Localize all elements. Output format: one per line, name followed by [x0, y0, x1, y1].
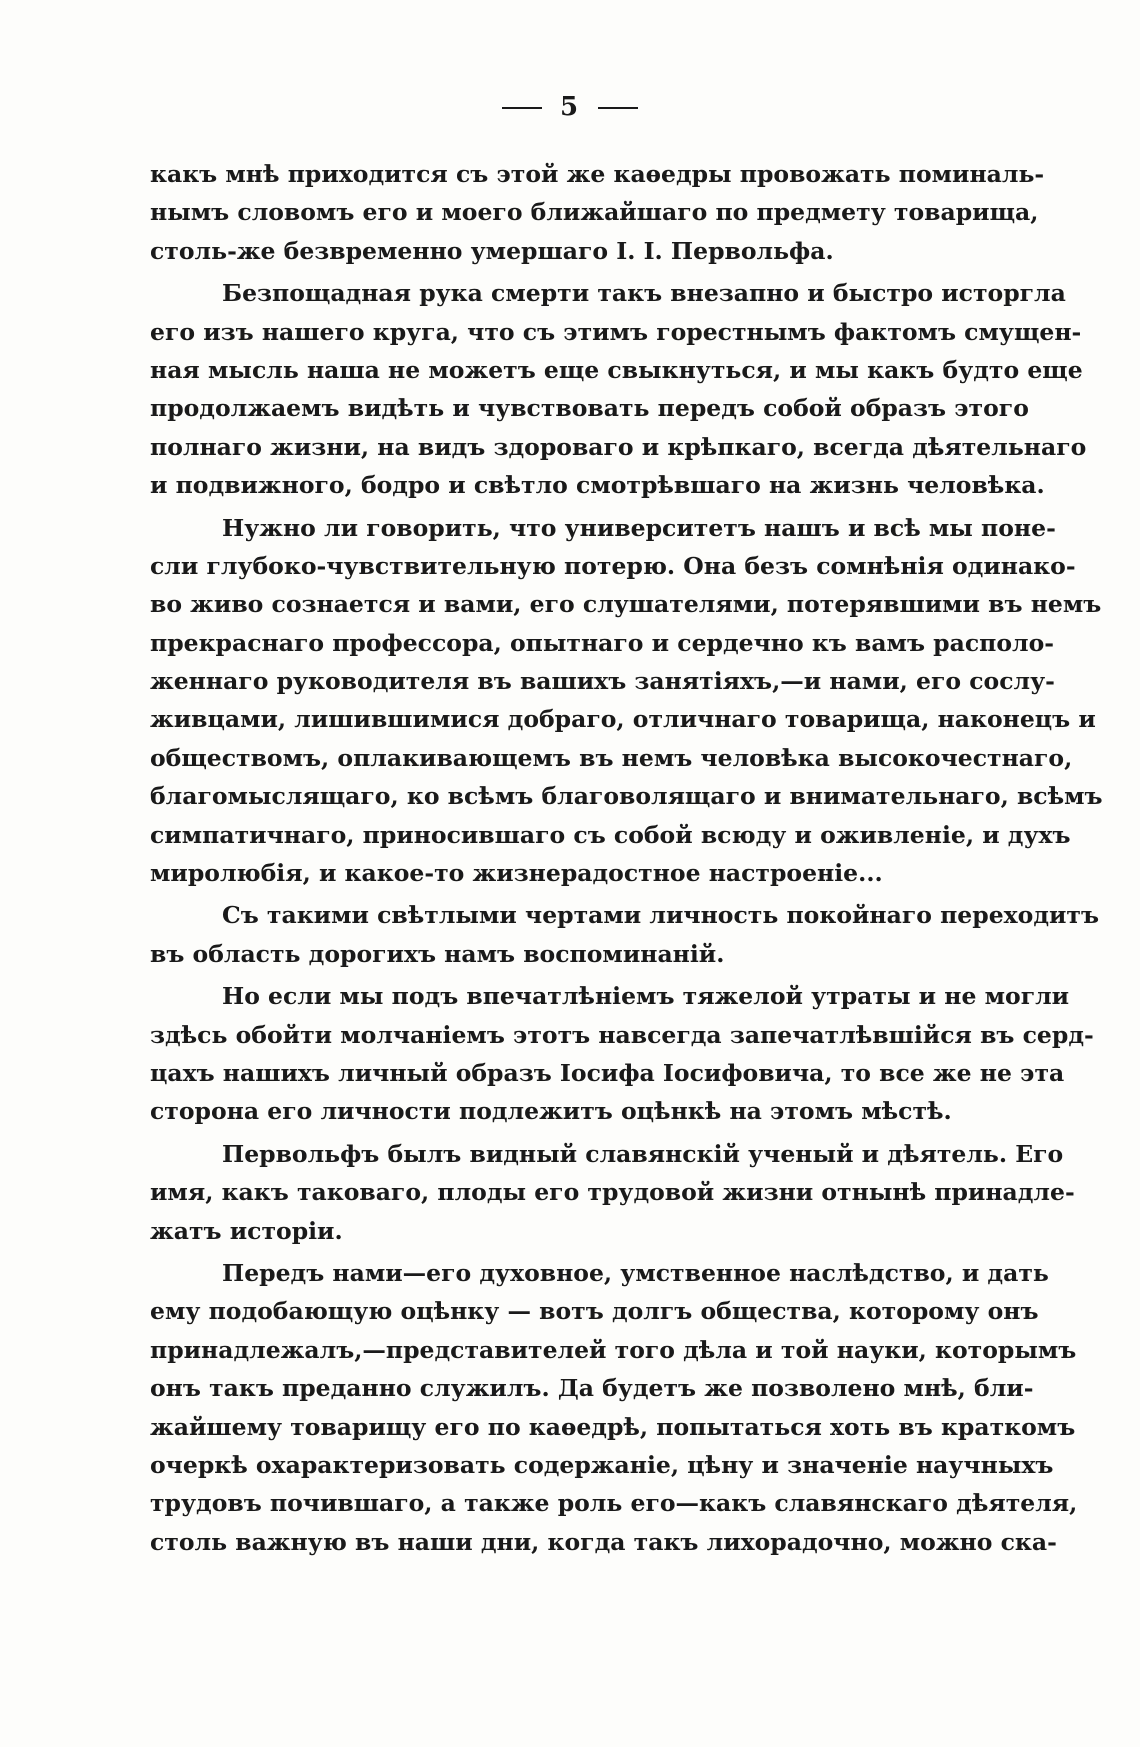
- paragraph: [150, 977, 1094, 1131]
- paragraph: [150, 896, 1100, 973]
- text-line: благомыслящаго, ко всѣмъ благоволящаго и внимательнаго, всѣмъ: [150, 782, 1103, 811]
- text-line: въ область дорогихъ намъ воспоминаній.: [150, 939, 725, 968]
- text-line: симпатичнаго, приносившаго съ собой всюду и оживленіе, и духъ: [150, 820, 1071, 849]
- text-line: Но если мы подъ впечатлѣніемъ тяжелой утраты и не могли: [222, 982, 1070, 1011]
- text-line: обществомъ, оплакивающемъ въ немъ человѣка высокочестнаго,: [150, 743, 1073, 772]
- text-line: сторона его личности подлежитъ оцѣнкѣ на этомъ мѣстѣ.: [150, 1097, 952, 1126]
- text-line: ная мысль наша не можетъ еще свыкнуться, и мы какъ будто еще: [150, 355, 1083, 384]
- text-line: продолжаемъ видѣть и чувствовать передъ собой образъ этого: [150, 394, 1029, 423]
- text-line: его изъ нашего круга, что съ этимъ горестнымъ фактомъ смущен-: [150, 317, 1082, 346]
- text-line: Нужно ли говорить, что университетъ нашъ и всѣ мы поне-: [222, 513, 1056, 542]
- text-line: живцами, лишившимися добраго, отличнаго товарища, наконецъ и: [150, 705, 1096, 734]
- text-line: Съ такими свѣтлыми чертами личность покойнаго переходитъ: [222, 901, 1100, 930]
- text-line: какъ мнѣ приходится съ этой же каѳедры провожать поминаль-: [150, 160, 1045, 188]
- text-line: онъ такъ преданно служилъ. Да будетъ же позволено мнѣ, бли-: [150, 1374, 1034, 1403]
- text-line: имя, какъ таковаго, плоды его трудовой жизни отнынѣ принадле-: [150, 1178, 1075, 1207]
- paragraph: [150, 1254, 1078, 1561]
- text-line: очеркѣ охарактеризовать содержаніе, цѣну и значеніе научныхъ: [150, 1450, 1054, 1479]
- text-line: и подвижного, бодро и свѣтло смотрѣвшаго на жизнь человѣка.: [150, 471, 1045, 500]
- text-line: Безпощадная рука смерти такъ внезапно и быстро исторгла: [222, 279, 1066, 308]
- text-line: столь-же безвременно умершаго I. I. Первольфа.: [150, 236, 834, 265]
- text-line: нымъ словомъ его и моего ближайшаго по предмету товарища,: [150, 198, 1039, 227]
- text-line: миролюбія, и какое-то жизнерадостное настроеніе...: [150, 859, 883, 888]
- text-line: сли глубоко-чувствительную потерю. Она безъ сомнѣнія одинако-: [150, 551, 1076, 580]
- text-line: жайшему товарищу его по каѳедрѣ, попытаться хоть въ краткомъ: [150, 1412, 1076, 1441]
- paragraph: [150, 1135, 1075, 1250]
- text-line: Первольфъ былъ видный славянскій ученый и дѣятель. Его: [222, 1139, 1064, 1168]
- paragraph: [150, 274, 1087, 504]
- text-line: здѣсь обойти молчаніемъ этотъ навсегда запечатлѣвшійся въ серд-: [150, 1020, 1094, 1049]
- paragraph: [150, 155, 1045, 270]
- text-line: столь важную въ наши дни, когда такъ лихорадочно, можно ска-: [150, 1527, 1057, 1556]
- text-line: ему подобающую оцѣнку — вотъ долгъ общества, которому онъ: [150, 1297, 1039, 1326]
- text-line: цахъ нашихъ личный образъ Іосифа Іосифовича, то все же не эта: [150, 1058, 1065, 1087]
- text-line: женнаго руководителя въ вашихъ занятіяхъ,—и нами, его сослу-: [150, 667, 1055, 696]
- text-line: прекраснаго профессора, опытнаго и сердечно къ вамъ располо-: [150, 628, 1055, 657]
- text-line: жатъ исторіи.: [150, 1216, 343, 1245]
- paragraph: [150, 509, 1103, 893]
- right-dash: [598, 107, 638, 109]
- text-line: полнаго жизни, на видъ здороваго и крѣпкаго, всегда дѣятельнаго: [150, 432, 1087, 461]
- left-dash: [502, 107, 542, 109]
- page-number-value: 5: [559, 92, 581, 122]
- body-text: [150, 155, 1103, 1561]
- text-line: трудовъ почившаго, а также роль его—какъ славянскаго дѣятеля,: [150, 1489, 1078, 1518]
- page-number: [0, 92, 1140, 122]
- text-line: принадлежалъ,—представителей того дѣла и той науки, которымъ: [150, 1335, 1077, 1364]
- text-line: Передъ нами—его духовное, умственное наслѣдство, и дать: [222, 1258, 1049, 1287]
- text-line: во живо сознается и вами, его слушателями, потерявшими въ немъ: [150, 590, 1102, 619]
